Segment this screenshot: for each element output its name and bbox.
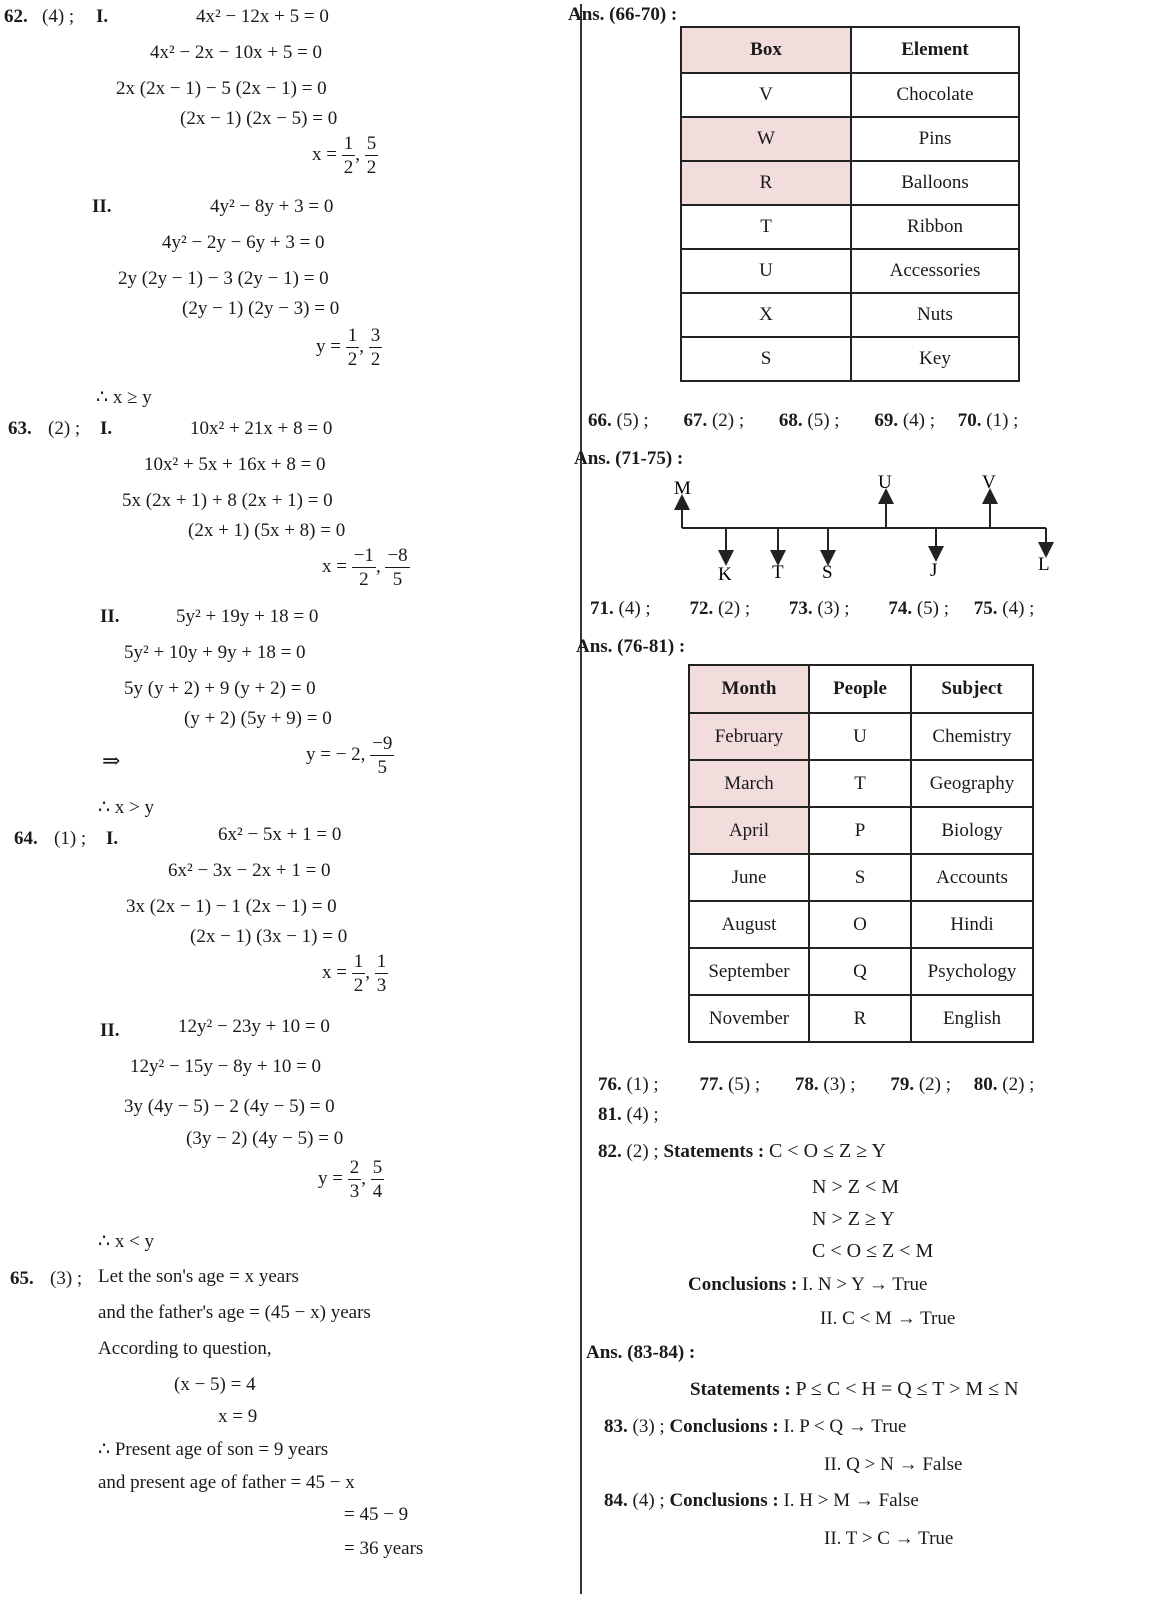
- q62-y-roots: y = $\frac{1}{2}$ , $\frac{3}{2}$: [316, 325, 381, 370]
- q64-eq-5: 12y² − 23y + 10 = 0: [178, 1016, 330, 1037]
- q62-part-2: II.: [92, 196, 112, 217]
- q83-84-statement: Statements : P ≤ C < H = Q ≤ T > M ≤ N: [690, 1378, 1019, 1400]
- ans-71-75-title: Ans. (71-75) :: [574, 448, 684, 469]
- person-v: V: [982, 472, 996, 493]
- q64-part-1: I.: [106, 828, 119, 849]
- q63-part-2: II.: [100, 606, 120, 627]
- q64-part-2: II.: [100, 1020, 120, 1041]
- q62-eq-5: 4y² − 8y + 3 = 0: [210, 196, 334, 217]
- q82-stmt-3: N > Z ≥ Y: [812, 1208, 895, 1230]
- table-cell: September: [689, 948, 809, 995]
- q64-eq-2: 6x² − 3x − 2x + 1 = 0: [168, 860, 331, 881]
- table-cell: S: [681, 337, 851, 381]
- table-cell: Chemistry: [911, 713, 1033, 760]
- q63-result: ∴ x > y: [98, 797, 155, 818]
- table-cell: Psychology: [911, 948, 1033, 995]
- q83-conclusion-2: II. Q > N → False: [824, 1454, 963, 1475]
- table-cell: S: [809, 854, 911, 901]
- table-cell: Balloons: [851, 161, 1019, 205]
- q64-eq-3: 3x (2x − 1) − 1 (2x − 1) = 0: [126, 896, 337, 917]
- q65-line-4: (x − 5) = 4: [174, 1374, 256, 1395]
- q64-eq-4: (2x − 1) (3x − 1) = 0: [190, 926, 348, 947]
- table-cell: Geography: [911, 760, 1033, 807]
- q62-part-1: I.: [96, 6, 109, 27]
- table-cell: Key: [851, 337, 1019, 381]
- q63-eq-4: (2x + 1) (5x + 8) = 0: [188, 520, 346, 541]
- month-people-subject-table: [688, 664, 1034, 1043]
- table-cell: Nuts: [851, 293, 1019, 337]
- ans-83-84-title: Ans. (83-84) :: [586, 1342, 696, 1363]
- table-cell: T: [809, 760, 911, 807]
- table-cell: March: [689, 760, 809, 807]
- q63-eq-3: 5x (2x + 1) + 8 (2x + 1) = 0: [122, 490, 333, 511]
- q62-result: ∴ x ≥ y: [96, 387, 152, 408]
- q63-implies: ⇒: [102, 748, 121, 773]
- table-cell: U: [809, 713, 911, 760]
- q63-eq-7: 5y (y + 2) + 9 (y + 2) = 0: [124, 678, 316, 699]
- table-cell: W: [681, 117, 851, 161]
- answers-66-70: 66. (5) ; 67. (2) ; 68. (5) ; 69. (4) ; 70. (1) ;: [588, 410, 1019, 431]
- q65-line-8: = 45 − 9: [344, 1504, 409, 1525]
- table-cell: English: [911, 995, 1033, 1042]
- header-subject: Subject: [911, 665, 1033, 713]
- q62-eq-3: 2x (2x − 1) − 5 (2x − 1) = 0: [116, 78, 327, 99]
- q65-line-1: Let the son's age = x years: [98, 1266, 299, 1287]
- table-cell: Hindi: [911, 901, 1033, 948]
- q64-result: ∴ x < y: [98, 1231, 155, 1252]
- q83-conclusion-1: 83. (3) ; Conclusions : I. P < Q → True: [604, 1416, 907, 1437]
- header-month: Month: [689, 665, 809, 713]
- q63-answer: (2) ;: [48, 418, 81, 439]
- table-cell: Q: [809, 948, 911, 995]
- q64-eq-8: (3y − 2) (4y − 5) = 0: [186, 1128, 344, 1149]
- q63-y-roots: y = − 2, $\frac{-9}{5}$: [306, 733, 393, 778]
- ans-76-81-title: Ans. (76-81) :: [576, 636, 686, 657]
- q62-x-roots: x = $\frac{1}{2}$ , $\frac{5}{2}$: [312, 133, 377, 178]
- table-cell: June: [689, 854, 809, 901]
- q65-line-3: According to question,: [98, 1338, 272, 1359]
- person-s: S: [822, 562, 833, 583]
- table-cell: November: [689, 995, 809, 1042]
- header-element: Element: [851, 27, 1019, 73]
- person-j: J: [930, 560, 938, 581]
- q64-eq-1: 6x² − 5x + 1 = 0: [218, 824, 342, 845]
- person-u: U: [878, 472, 892, 493]
- q65-line-2: and the father's age = (45 − x) years: [98, 1302, 371, 1323]
- header-people: People: [809, 665, 911, 713]
- q62-eq-6: 4y² − 2y − 6y + 3 = 0: [162, 232, 325, 253]
- q65-number: 65.: [10, 1268, 34, 1289]
- table-cell: Chocolate: [851, 73, 1019, 117]
- q62-number: 62.: [4, 6, 28, 27]
- table-cell: O: [809, 901, 911, 948]
- table-cell: August: [689, 901, 809, 948]
- table-cell: Pins: [851, 117, 1019, 161]
- table-cell: Accounts: [911, 854, 1033, 901]
- answers-76-80: 76. (1) ; 77. (5) ; 78. (3) ; 79. (2) ; 80. (2) ;: [598, 1074, 1035, 1095]
- q62-eq-8: (2y − 1) (2y − 3) = 0: [182, 298, 340, 319]
- ans-66-70-title: Ans. (66-70) :: [568, 4, 678, 25]
- person-k: K: [718, 564, 732, 585]
- q65-line-7: and present age of father = 45 − x: [98, 1472, 355, 1493]
- q62-eq-2: 4x² − 2x − 10x + 5 = 0: [150, 42, 323, 63]
- q63-eq-6: 5y² + 10y + 9y + 18 = 0: [124, 642, 306, 663]
- table-cell: P: [809, 807, 911, 854]
- q84-conclusion-1: 84. (4) ; Conclusions : I. H > M → False: [604, 1490, 919, 1511]
- table-cell: April: [689, 807, 809, 854]
- table-cell: Accessories: [851, 249, 1019, 293]
- table-cell: V: [681, 73, 851, 117]
- q82-stmt-4: C < O ≤ Z < M: [812, 1240, 934, 1262]
- q64-y-roots: y = $\frac{2}{3}$ , $\frac{5}{4}$: [318, 1157, 383, 1202]
- q63-eq-1: 10x² + 21x + 8 = 0: [190, 418, 333, 439]
- answers-71-75: 71. (4) ; 72. (2) ; 73. (3) ; 74. (5) ; 75. (4) ;: [590, 598, 1035, 619]
- table-cell: Ribbon: [851, 205, 1019, 249]
- person-m: M: [674, 478, 691, 499]
- q62-eq-4: (2x − 1) (2x − 5) = 0: [180, 108, 338, 129]
- q63-eq-8: (y + 2) (5y + 9) = 0: [184, 708, 332, 729]
- table-cell: T: [681, 205, 851, 249]
- header-box: Box: [681, 27, 851, 73]
- q84-conclusion-2: II. T > C → True: [824, 1528, 954, 1549]
- q62-eq-7: 2y (2y − 1) − 3 (2y − 1) = 0: [118, 268, 329, 289]
- q82-conclusion-2: II. C < M → True: [820, 1308, 956, 1329]
- q82-conclusion-1: Conclusions : I. N > Y → True: [688, 1274, 928, 1295]
- q63-eq-5: 5y² + 19y + 18 = 0: [176, 606, 319, 627]
- q64-eq-6: 12y² − 15y − 8y + 10 = 0: [130, 1056, 322, 1077]
- q63-eq-2: 10x² + 5x + 16x + 8 = 0: [144, 454, 326, 475]
- q65-line-5: x = 9: [218, 1406, 258, 1427]
- q64-answer: (1) ;: [54, 828, 87, 849]
- arrangement-diagram: [660, 470, 1080, 590]
- q82-statement-line: 82. (2) ; Statements : C < O ≤ Z ≥ Y: [598, 1140, 886, 1162]
- q62-eq-1: 4x² − 12x + 5 = 0: [196, 6, 329, 27]
- answer-81: 81. (4) ;: [598, 1104, 659, 1125]
- box-element-table: [680, 26, 1020, 382]
- q64-number: 64.: [14, 828, 38, 849]
- column-divider: [580, 4, 582, 1594]
- person-t: T: [772, 562, 784, 583]
- q65-line-6: ∴ Present age of son = 9 years: [98, 1439, 329, 1460]
- q82-stmt-2: N > Z < M: [812, 1176, 900, 1198]
- table-cell: R: [681, 161, 851, 205]
- q63-number: 63.: [8, 418, 32, 439]
- q63-x-roots: x = $\frac{-1}{2}$ , $\frac{-8}{5}$: [322, 545, 408, 590]
- q64-x-roots: x = $\frac{1}{2}$ , $\frac{1}{3}$: [322, 951, 387, 996]
- q62-answer: (4) ;: [42, 6, 75, 27]
- table-cell: U: [681, 249, 851, 293]
- q65-line-9: = 36 years: [344, 1538, 424, 1559]
- table-cell: R: [809, 995, 911, 1042]
- q64-eq-7: 3y (4y − 5) − 2 (4y − 5) = 0: [124, 1096, 335, 1117]
- table-cell: February: [689, 713, 809, 760]
- person-l: L: [1038, 554, 1050, 575]
- table-cell: X: [681, 293, 851, 337]
- q65-answer: (3) ;: [50, 1268, 83, 1289]
- table-cell: Biology: [911, 807, 1033, 854]
- q63-part-1: I.: [100, 418, 113, 439]
